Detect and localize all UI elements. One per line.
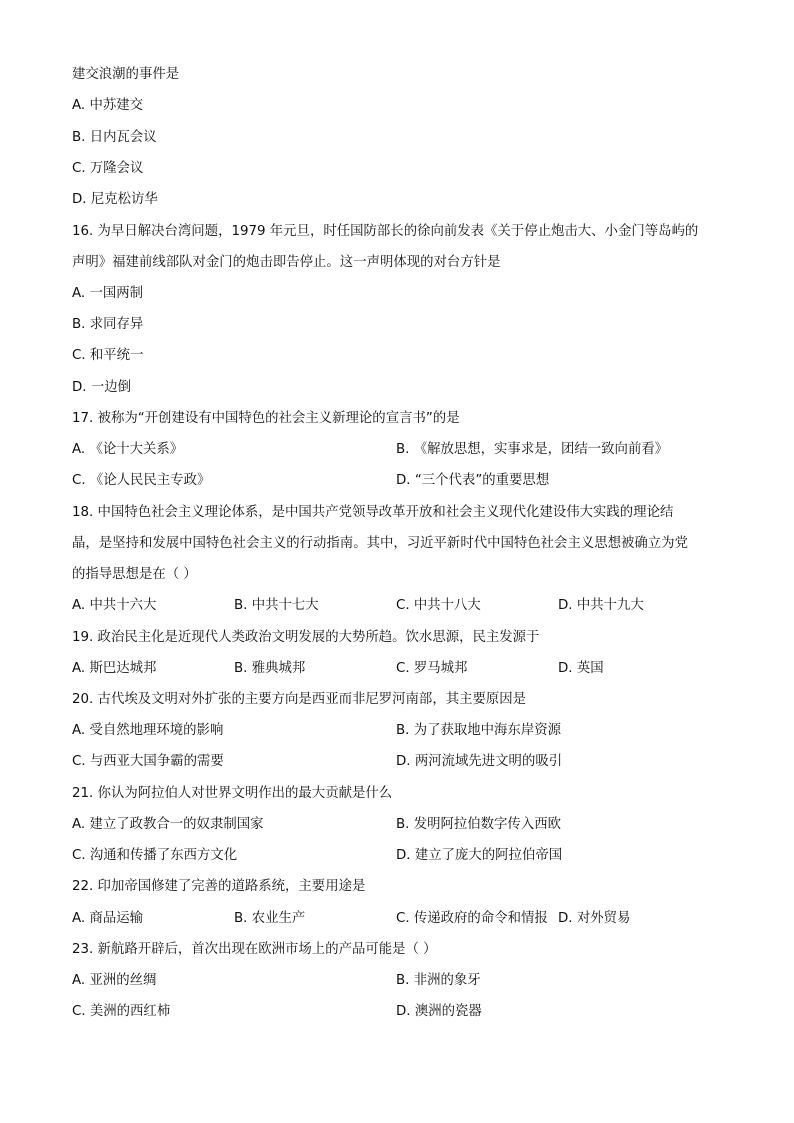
q16-option-c: C. 和平统一 [72, 348, 144, 363]
q16-option-b: B. 求同存异 [72, 317, 144, 332]
q16-stem-line2: 声明》福建前线部队对金门的炮击即告停止。这一声明体现的对台方针是 [72, 255, 501, 270]
q18-option-c: C. 中共十八大 [396, 598, 481, 613]
q16-option-d: D. 一边倒 [72, 380, 131, 395]
q22-option-a: A. 商品运输 [72, 911, 143, 926]
q20-stem: 20. 古代埃及文明对外扩张的主要方向是西亚而非尼罗河南部，其主要原因是 [72, 692, 527, 707]
q18-option-b: B. 中共十七大 [234, 598, 319, 613]
q21-option-d: D. 建立了庞大的阿拉伯帝国 [396, 848, 563, 863]
q19-option-b: B. 雅典城邦 [234, 661, 306, 676]
q21-option-a: A. 建立了政教合一的奴隶制国家 [72, 817, 264, 832]
q22-stem: 22. 印加帝国修建了完善的道路系统，主要用途是 [72, 879, 366, 894]
q23-option-a: A. 亚洲的丝绸 [72, 973, 157, 988]
q17-option-c: C. 《论人民民主专政》 [72, 473, 211, 488]
q17-option-d: D. “三个代表”的重要思想 [396, 473, 550, 488]
q17-stem: 17. 被称为“开创建设有中国特色的社会主义新理论的宣言书”的是 [72, 411, 460, 426]
q15-option-d: D. 尼克松访华 [72, 192, 158, 207]
q16-stem-line1: 16. 为早日解决台湾问题，1979 年元旦，时任国防部长的徐向前发表《关于停止炮击大、小金门等岛屿的 [72, 224, 699, 239]
q17-option-a: A. 《论十大关系》 [72, 442, 184, 457]
q19-stem: 19. 政治民主化是近现代人类政治文明发展的大势所趋。饮水思源，民主发源于 [72, 630, 540, 645]
q15-stem-tail: 建交浪潮的事件是 [72, 67, 180, 82]
q16-option-a: A. 一国两制 [72, 286, 143, 301]
q19-option-c: C. 罗马城邦 [396, 661, 468, 676]
q20-option-c: C. 与西亚大国争霸的需要 [72, 754, 224, 769]
q22-option-d: D. 对外贸易 [558, 911, 631, 926]
q21-option-b: B. 发明阿拉伯数字传入西欧 [396, 817, 561, 832]
q22-option-b: B. 农业生产 [234, 911, 306, 926]
q15-option-a: A. 中苏建交 [72, 98, 143, 113]
q15-option-b: B. 日内瓦会议 [72, 130, 157, 145]
q23-stem: 23. 新航路开辟后，首次出现在欧洲市场上的产品可能是（ ） [72, 942, 437, 957]
q18-option-a: A. 中共十六大 [72, 598, 157, 613]
q18-stem-line3: 的指导思想是在（ ） [72, 567, 197, 582]
q23-option-d: D. 澳洲的瓷器 [396, 1004, 482, 1019]
q15-option-c: C. 万隆会议 [72, 161, 144, 176]
q19-option-a: A. 斯巴达城邦 [72, 661, 157, 676]
q20-option-b: B. 为了获取地中海东岸资源 [396, 723, 561, 738]
q19-option-d: D. 英国 [558, 661, 604, 676]
q23-option-b: B. 非洲的象牙 [396, 973, 481, 988]
q20-option-d: D. 两河流域先进文明的吸引 [396, 754, 563, 769]
q18-stem-line1: 18. 中国特色社会主义理论体系，是中国共产党领导改革开放和社会主义现代化建设伟大实践的理论结 [72, 505, 674, 520]
q22-option-c: C. 传递政府的命令和情报 [396, 911, 548, 926]
q17-option-b: B. 《解放思想，实事求是，团结一致向前看》 [396, 442, 669, 457]
q18-option-d: D. 中共十九大 [558, 598, 644, 613]
q18-stem-line2: 晶，是坚持和发展中国特色社会主义的行动指南。其中，习近平新时代中国特色社会主义思想被确立为党 [72, 536, 688, 551]
q20-option-a: A. 受自然地理环境的影响 [72, 723, 224, 738]
q21-stem: 21. 你认为阿拉伯人对世界文明作出的最大贡献是什么 [72, 786, 393, 801]
q23-option-c: C. 美洲的西红柿 [72, 1004, 171, 1019]
q21-option-c: C. 沟通和传播了东西方文化 [72, 848, 238, 863]
